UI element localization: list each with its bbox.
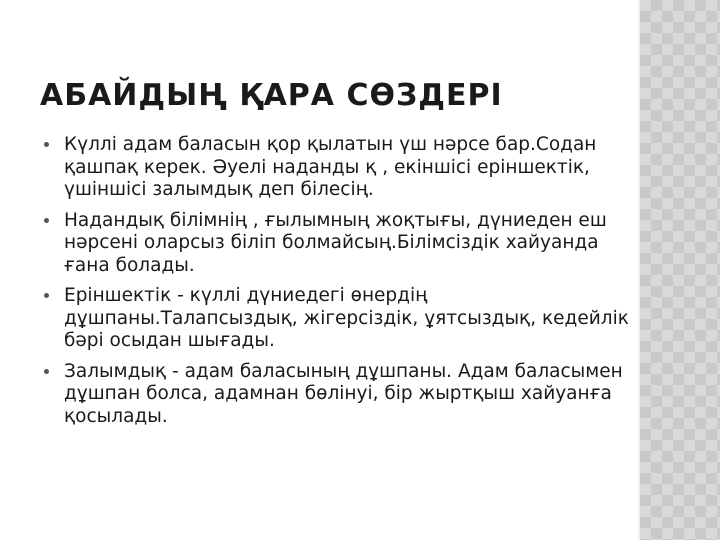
bullet-item bbox=[42, 210, 634, 278]
bullet-dot-icon bbox=[44, 218, 49, 223]
bullet-dot-icon bbox=[44, 369, 49, 374]
slide-title: АБАЙДЫҢ ҚАРА СӨЗДЕРІ bbox=[40, 78, 503, 113]
bullet-dot-icon bbox=[44, 142, 49, 147]
bullet-dot-icon bbox=[44, 293, 49, 298]
bullet-list bbox=[42, 134, 634, 436]
bullet-text: Еріншектік - күллі дүниедегі өнердің дұшпаны.Талапсыздық, жігерсіздік, ұятсыздық, кедейлік бәрі осыдан шығады. bbox=[64, 285, 629, 351]
bullet-text: Күллі адам баласын қор қылатын үш нәрсе бар.Содан қашпақ керек. Әуелі наданды қ , екіншісі еріншектік, үшіншісі залымдық деп білесің. bbox=[64, 134, 597, 200]
bullet-item bbox=[42, 285, 634, 353]
decorative-side-pattern bbox=[640, 0, 720, 540]
bullet-text: Залымдық - адам баласының дұшпаны. Адам баласымен дұшпан болса, адамнан бөлінуі, бір жыртқыш хайуанға қосылады. bbox=[64, 360, 623, 427]
bullet-text: Надандық білімнің , ғылымның жоқтығы, дүниеден еш нәрсені оларсыз біліп болмайсың.Білімсіздік хайуанда ғана болады. bbox=[64, 209, 607, 276]
bullet-item bbox=[42, 134, 634, 202]
bullet-item bbox=[42, 361, 634, 429]
